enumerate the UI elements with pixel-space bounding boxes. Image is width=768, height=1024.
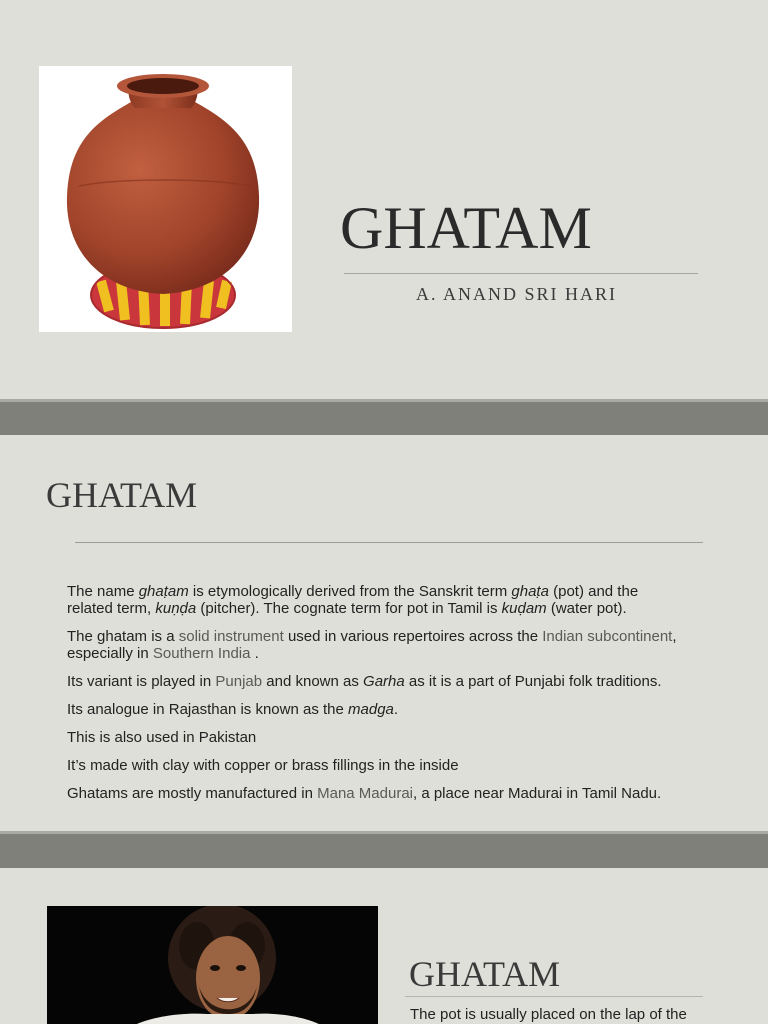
paragraph-etymology: The name ghaṭam is etymologically derived from the Sanskrit term ghaṭa (pot) and the related term, kuṇḍa (pitcher). The cognate term for pot in Tamil is kuḍam (water pot). [67,583,639,617]
slide-text: The pot is usually placed on the lap of the [410,1006,687,1023]
ghatam-pot-image [39,66,292,332]
title-divider [344,273,698,274]
title-divider [405,996,703,997]
paragraph-pakistan: This is also used in Pakistan [67,729,257,746]
paragraph-material: It’s made with clay with copper or brass fillings in the inside [67,757,459,774]
content-slide [0,435,768,831]
paragraph-manufacture: Ghatams are mostly manufactured in Mana Madurai, a place near Madurai in Tamil Nadu. [67,785,662,802]
paragraph-instrument: The ghatam is a solid instrument used in various repertoires across the Indian subcontinent, especially in Southern India . [67,628,677,662]
link-southern-india[interactable]: Southern India [152,645,251,662]
author-name: A. ANAND SRI HARI [416,284,618,304]
link-indian-subcontinent[interactable]: Indian subcontinent [542,628,673,645]
title-slide [0,0,768,399]
performer-illustration [47,906,378,1024]
slide-title: GHATAM [409,954,561,994]
clay-pot-illustration [39,66,292,332]
link-punjab[interactable]: Punjab [215,673,263,690]
paragraph-variant: Its variant is played in Punjab and known as Garha as it is a part of Punjabi folk traditions. [67,673,662,690]
link-solid-instrument[interactable]: solid instrument [178,628,284,645]
photo-slide [0,868,768,1024]
slide-separator [0,831,768,834]
slide-separator [0,399,768,402]
slide-title: GHATAM [46,475,198,515]
title-divider [75,542,703,543]
performer-photo [47,906,378,1024]
paragraph-analogue: Its analogue in Rajasthan is known as the madga. [67,701,399,718]
slide-body [67,583,687,813]
presentation-title: GHATAM [340,195,592,261]
link-mana-madurai[interactable]: Mana Madurai [317,785,413,802]
